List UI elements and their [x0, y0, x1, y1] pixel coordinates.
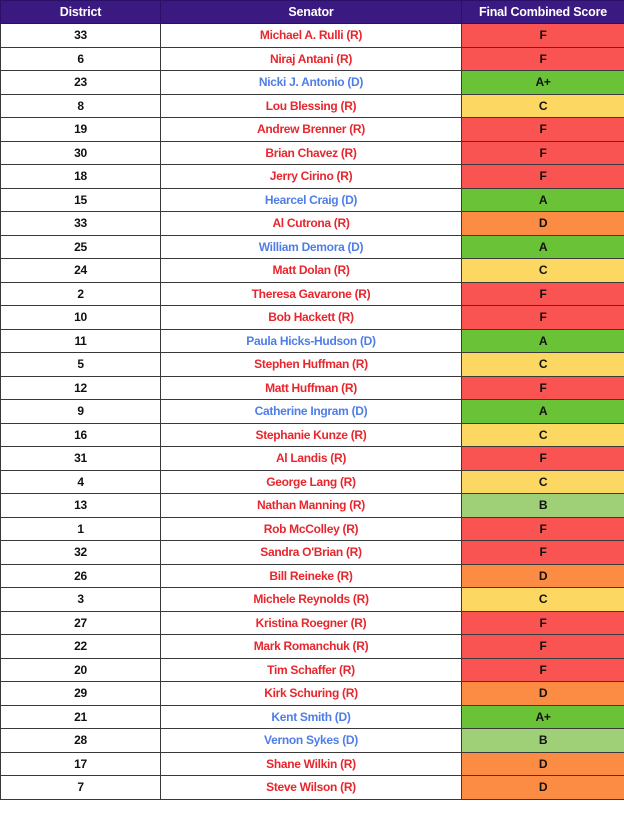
score-cell: B [462, 494, 624, 518]
header-row [1, 1, 624, 24]
district-cell: 9 [1, 400, 161, 424]
senator-cell: William Demora (D) [161, 235, 462, 259]
district-cell: 16 [1, 423, 161, 447]
score-cell: A [462, 188, 624, 212]
district-cell: 12 [1, 376, 161, 400]
score-cell: F [462, 635, 624, 659]
table-row [1, 376, 624, 400]
score-cell: F [462, 165, 624, 189]
table-row [1, 306, 624, 330]
district-cell: 24 [1, 259, 161, 283]
senator-cell: Stephanie Kunze (R) [161, 423, 462, 447]
district-cell: 15 [1, 188, 161, 212]
district-cell: 19 [1, 118, 161, 142]
table-row [1, 470, 624, 494]
score-cell: C [462, 470, 624, 494]
senator-cell: Kristina Roegner (R) [161, 611, 462, 635]
table-row [1, 776, 624, 800]
senator-cell: Kent Smith (D) [161, 705, 462, 729]
table-row [1, 235, 624, 259]
table-row [1, 658, 624, 682]
district-cell: 32 [1, 541, 161, 565]
table-row [1, 447, 624, 471]
table-row [1, 71, 624, 95]
district-cell: 22 [1, 635, 161, 659]
table-row [1, 165, 624, 189]
table-body [1, 24, 624, 800]
senator-cell: Sandra O'Brian (R) [161, 541, 462, 565]
senator-cell: Catherine Ingram (D) [161, 400, 462, 424]
senator-cell: Lou Blessing (R) [161, 94, 462, 118]
district-cell: 4 [1, 470, 161, 494]
district-cell: 25 [1, 235, 161, 259]
score-cell: D [462, 752, 624, 776]
score-cell: F [462, 376, 624, 400]
district-cell: 29 [1, 682, 161, 706]
district-cell: 23 [1, 71, 161, 95]
district-cell: 18 [1, 165, 161, 189]
score-cell: D [462, 776, 624, 800]
score-cell: F [462, 24, 624, 48]
table-row [1, 588, 624, 612]
table-row [1, 494, 624, 518]
senator-cell: Al Landis (R) [161, 447, 462, 471]
senator-cell: Rob McColley (R) [161, 517, 462, 541]
table-row [1, 423, 624, 447]
table-row [1, 611, 624, 635]
score-cell: F [462, 141, 624, 165]
senator-cell: George Lang (R) [161, 470, 462, 494]
score-cell: A [462, 400, 624, 424]
senator-cell: Jerry Cirino (R) [161, 165, 462, 189]
senator-cell: Tim Schaffer (R) [161, 658, 462, 682]
score-cell: F [462, 541, 624, 565]
table-row [1, 188, 624, 212]
senator-cell: Kirk Schuring (R) [161, 682, 462, 706]
table-row [1, 282, 624, 306]
table-row [1, 353, 624, 377]
table-row [1, 24, 624, 48]
district-cell: 7 [1, 776, 161, 800]
table-row [1, 729, 624, 753]
senator-cell: Vernon Sykes (D) [161, 729, 462, 753]
senator-cell: Michael A. Rulli (R) [161, 24, 462, 48]
score-cell: D [462, 564, 624, 588]
table-row [1, 682, 624, 706]
district-cell: 31 [1, 447, 161, 471]
score-cell: C [462, 353, 624, 377]
district-cell: 8 [1, 94, 161, 118]
table-row [1, 400, 624, 424]
district-cell: 26 [1, 564, 161, 588]
score-cell: A [462, 235, 624, 259]
score-cell: F [462, 658, 624, 682]
senator-cell: Bob Hackett (R) [161, 306, 462, 330]
table-row [1, 329, 624, 353]
table-row [1, 94, 624, 118]
score-cell: C [462, 259, 624, 283]
senator-cell: Shane Wilkin (R) [161, 752, 462, 776]
table-row [1, 564, 624, 588]
senator-cell: Theresa Gavarone (R) [161, 282, 462, 306]
score-cell: B [462, 729, 624, 753]
senator-cell: Matt Dolan (R) [161, 259, 462, 283]
district-cell: 11 [1, 329, 161, 353]
district-cell: 2 [1, 282, 161, 306]
senator-cell: Mark Romanchuk (R) [161, 635, 462, 659]
district-cell: 21 [1, 705, 161, 729]
district-cell: 13 [1, 494, 161, 518]
senator-cell: Al Cutrona (R) [161, 212, 462, 236]
score-cell: F [462, 517, 624, 541]
district-cell: 1 [1, 517, 161, 541]
district-cell: 6 [1, 47, 161, 71]
score-cell: F [462, 282, 624, 306]
score-cell: F [462, 306, 624, 330]
senator-cell: Nicki J. Antonio (D) [161, 71, 462, 95]
score-cell: D [462, 212, 624, 236]
table-row [1, 541, 624, 565]
district-cell: 10 [1, 306, 161, 330]
district-cell: 33 [1, 24, 161, 48]
score-cell: A+ [462, 705, 624, 729]
score-cell: A+ [462, 71, 624, 95]
score-cell: C [462, 588, 624, 612]
table-row [1, 752, 624, 776]
district-cell: 20 [1, 658, 161, 682]
score-cell: C [462, 423, 624, 447]
score-cell: F [462, 611, 624, 635]
senator-cell: Stephen Huffman (R) [161, 353, 462, 377]
table-row [1, 517, 624, 541]
score-cell: F [462, 118, 624, 142]
table-row [1, 212, 624, 236]
district-column-header[interactable]: District [1, 1, 161, 24]
senator-cell: Paula Hicks-Hudson (D) [161, 329, 462, 353]
senator-cell: Michele Reynolds (R) [161, 588, 462, 612]
score-cell: F [462, 47, 624, 71]
score-cell: C [462, 94, 624, 118]
score-cell: F [462, 447, 624, 471]
score-column-header[interactable]: Final Combined Score [462, 1, 624, 24]
table-row [1, 47, 624, 71]
table-row [1, 259, 624, 283]
table-header [1, 1, 624, 24]
district-cell: 28 [1, 729, 161, 753]
senator-cell: Matt Huffman (R) [161, 376, 462, 400]
senator-column-header[interactable]: Senator [161, 1, 462, 24]
senator-cell: Andrew Brenner (R) [161, 118, 462, 142]
table-row [1, 141, 624, 165]
table-row [1, 118, 624, 142]
score-cell: D [462, 682, 624, 706]
senator-cell: Brian Chavez (R) [161, 141, 462, 165]
senator-cell: Niraj Antani (R) [161, 47, 462, 71]
table-row [1, 635, 624, 659]
senator-cell: Bill Reineke (R) [161, 564, 462, 588]
senator-cell: Steve Wilson (R) [161, 776, 462, 800]
senator-cell: Nathan Manning (R) [161, 494, 462, 518]
district-cell: 17 [1, 752, 161, 776]
district-cell: 30 [1, 141, 161, 165]
table-row [1, 705, 624, 729]
senator-cell: Hearcel Craig (D) [161, 188, 462, 212]
district-cell: 5 [1, 353, 161, 377]
district-cell: 27 [1, 611, 161, 635]
district-cell: 33 [1, 212, 161, 236]
score-cell: A [462, 329, 624, 353]
district-cell: 3 [1, 588, 161, 612]
